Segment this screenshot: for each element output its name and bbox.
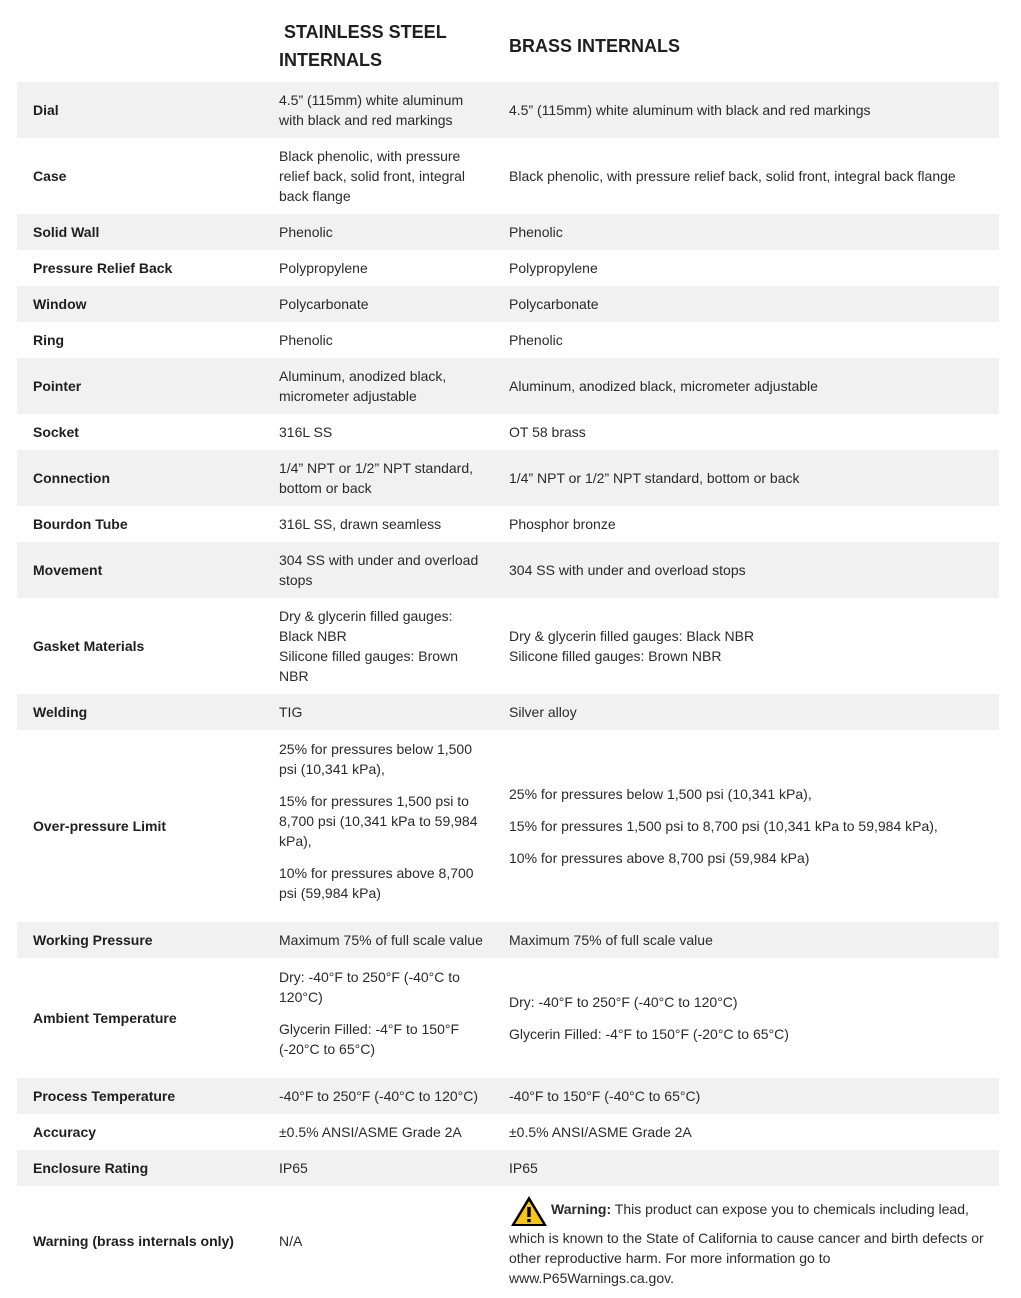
value-text: Black phenolic, with pressure relief back, solid front, integral back flange — [509, 168, 956, 184]
row-label: Bourdon Tube — [33, 516, 128, 532]
brass-value — [493, 1114, 999, 1150]
brass-value — [493, 286, 999, 322]
row-label: Working Pressure — [17, 922, 263, 958]
header-stainless-line1: STAINLESS STEEL — [284, 22, 447, 42]
stainless-value — [263, 414, 493, 450]
value-text: 316L SS, drawn seamless — [279, 516, 442, 532]
stainless-value — [263, 1114, 493, 1150]
value-text: Phenolic — [509, 224, 563, 240]
brass-value — [493, 358, 999, 414]
value-text: Silver alloy — [509, 704, 577, 720]
value-paragraph: 10% for pressures above 8,700 psi (59,984 kPa) — [279, 865, 474, 901]
header-stainless-line2: INTERNALS — [279, 50, 382, 70]
value-paragraph: 25% for pressures below 1,500 psi (10,341 kPa), — [279, 741, 472, 777]
value-text: Black phenolic, with pressure relief back, solid front, integral back flange — [279, 148, 465, 204]
table-row — [17, 542, 999, 598]
brass-value — [493, 598, 999, 694]
value-paragraph: 15% for pressures 1,500 psi to 8,700 psi (10,341 kPa to 59,984 kPa), — [509, 818, 938, 834]
table-row — [17, 358, 999, 414]
value-text: -40°F to 250°F (-40°C to 120°C) — [279, 1088, 479, 1104]
value-text: IP65 — [509, 1160, 538, 1176]
value-text: Polycarbonate — [509, 296, 599, 312]
stainless-value — [263, 322, 493, 358]
stainless-value — [263, 598, 493, 694]
stainless-value — [263, 922, 493, 958]
stainless-value — [263, 542, 493, 598]
table-row — [17, 958, 999, 1078]
row-label: Warning (brass internals only) — [33, 1233, 234, 1249]
table-row — [17, 922, 999, 958]
brass-value — [493, 1078, 999, 1114]
warning-strong: Warning: — [551, 1201, 612, 1217]
table-row — [17, 598, 999, 694]
table-row — [17, 694, 999, 730]
row-label: Solid Wall — [17, 214, 263, 250]
table-row — [17, 730, 999, 922]
row-label: Accuracy — [33, 1124, 97, 1140]
value-text: OT 58 brass — [509, 424, 586, 440]
value-line: Silicone filled gauges: Brown NBR — [509, 648, 722, 664]
value-text: 4.5” (115mm) white aluminum with black and red markings — [509, 102, 871, 118]
row-label: Enclosure Rating — [17, 1150, 263, 1186]
value-text: Polypropylene — [509, 260, 598, 276]
table-row — [17, 214, 999, 250]
brass-value — [493, 730, 999, 922]
value-text: 1/4” NPT or 1/2” NPT standard, bottom or back — [509, 470, 800, 486]
table-row — [17, 286, 999, 322]
row-label: Process Temperature — [17, 1078, 263, 1114]
row-label: Connection — [17, 450, 263, 506]
table-row-warning — [17, 1186, 999, 1296]
row-label: Ambient Temperature — [33, 1010, 177, 1026]
value-text: Polycarbonate — [279, 296, 369, 312]
row-label: Pointer — [17, 358, 263, 414]
table-row — [17, 322, 999, 358]
value-paragraph: 25% for pressures below 1,500 psi (10,341 kPa), — [509, 786, 812, 802]
stainless-value — [263, 730, 493, 922]
stainless-value — [263, 82, 493, 138]
value-text: Aluminum, anodized black, micrometer adjustable — [509, 378, 818, 394]
value-text: IP65 — [279, 1160, 308, 1176]
value-text: -40°F to 150°F (-40°C to 65°C) — [509, 1088, 701, 1104]
column-headers — [0, 18, 1021, 80]
brass-value — [493, 450, 999, 506]
brass-warning — [493, 1186, 999, 1296]
brass-value — [493, 958, 999, 1078]
stainless-value — [263, 214, 493, 250]
table-row — [17, 82, 999, 138]
stainless-value — [263, 450, 493, 506]
brass-value — [493, 214, 999, 250]
brass-value — [493, 82, 999, 138]
table-row — [17, 506, 999, 542]
brass-value — [493, 542, 999, 598]
brass-value — [493, 414, 999, 450]
warning-triangle-icon — [509, 1194, 549, 1228]
stainless-value — [263, 358, 493, 414]
stainless-value — [263, 286, 493, 322]
stainless-value: N/A — [279, 1233, 303, 1249]
table-row — [17, 1114, 999, 1150]
row-label: Gasket Materials — [33, 638, 145, 654]
stainless-value — [263, 1078, 493, 1114]
value-text: 4.5” (115mm) white aluminum with black and red markings — [279, 92, 464, 128]
value-text: Maximum 75% of full scale value — [279, 932, 483, 948]
brass-value — [493, 1150, 999, 1186]
brass-value — [493, 922, 999, 958]
value-text: Phenolic — [279, 224, 333, 240]
spec-table-body — [17, 82, 999, 1296]
row-label: Socket — [33, 424, 79, 440]
stainless-value — [263, 958, 493, 1078]
row-label: Pressure Relief Back — [33, 260, 173, 276]
value-text: 304 SS with under and overload stops — [509, 562, 746, 578]
value-text: 304 SS with under and overload stops — [279, 552, 479, 588]
table-row — [17, 1150, 999, 1186]
header-brass: BRASS INTERNALS — [509, 36, 681, 56]
stainless-value — [263, 1150, 493, 1186]
brass-value — [493, 506, 999, 542]
value-text: 1/4” NPT or 1/2” NPT standard, bottom or back — [279, 460, 474, 496]
table-row — [17, 450, 999, 506]
row-label: Ring — [33, 332, 65, 348]
value-text: Polypropylene — [279, 260, 368, 276]
brass-value — [493, 694, 999, 730]
value-text: Phenolic — [279, 332, 333, 348]
value-paragraph: Dry: -40°F to 250°F (-40°C to 120°C) — [279, 969, 460, 1005]
spec-table — [17, 82, 999, 1296]
stainless-value — [263, 138, 493, 214]
row-label: Movement — [17, 542, 263, 598]
table-row — [17, 1078, 999, 1114]
row-label: Window — [17, 286, 263, 322]
stainless-value — [263, 694, 493, 730]
brass-value — [493, 322, 999, 358]
value-paragraph: Glycerin Filled: -4°F to 150°F (-20°C to 65°C) — [509, 1026, 789, 1042]
value-paragraph: 15% for pressures 1,500 psi to 8,700 psi (10,341 kPa to 59,984 kPa), — [279, 793, 478, 849]
row-label: Case — [33, 168, 67, 184]
table-row — [17, 250, 999, 286]
warning-text: This product can expose you to chemicals including lead, which is known to the State of California to cause cancer and birth defects or other reproductive harm. For more information go to www.P65Warnings.ca.gov. — [509, 1201, 984, 1286]
table-row — [17, 414, 999, 450]
row-label: Welding — [17, 694, 263, 730]
value-line: Dry & glycerin filled gauges: Black NBR — [279, 608, 453, 644]
value-text: Maximum 75% of full scale value — [509, 932, 713, 948]
value-paragraph: 10% for pressures above 8,700 psi (59,984 kPa) — [509, 850, 810, 866]
value-text: Phosphor bronze — [509, 516, 616, 532]
brass-value — [493, 138, 999, 214]
value-line: Dry & glycerin filled gauges: Black NBR — [509, 628, 755, 644]
value-paragraph: Glycerin Filled: -4°F to 150°F (-20°C to 65°C) — [279, 1021, 460, 1057]
row-label: Dial — [17, 82, 263, 138]
value-text: Phenolic — [509, 332, 563, 348]
value-line: Silicone filled gauges: Brown NBR — [279, 648, 458, 684]
header-stainless — [279, 18, 494, 74]
value-text: Aluminum, anodized black, micrometer adjustable — [279, 368, 447, 404]
value-paragraph: Dry: -40°F to 250°F (-40°C to 120°C) — [509, 994, 738, 1010]
stainless-value — [263, 250, 493, 286]
value-text: 316L SS — [279, 424, 333, 440]
row-label: Over-pressure Limit — [33, 818, 167, 834]
value-text: TIG — [279, 704, 303, 720]
value-text: ±0.5% ANSI/ASME Grade 2A — [509, 1124, 692, 1140]
table-row — [17, 138, 999, 214]
stainless-value — [263, 506, 493, 542]
brass-value — [493, 250, 999, 286]
value-text: ±0.5% ANSI/ASME Grade 2A — [279, 1124, 462, 1140]
